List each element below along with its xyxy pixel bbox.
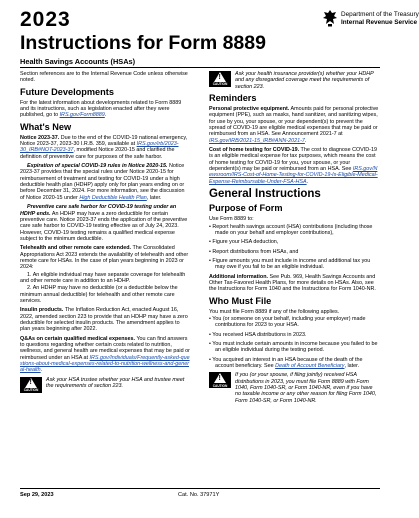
left-column xyxy=(20,71,190,396)
list-item: • You acquired an interest in an HSA because of the death of the account beneficiary. See Death of Account Beneficiary, later. xyxy=(209,356,363,369)
reminders-heading: Reminders xyxy=(209,93,257,104)
caution-icon: ! CAUTION xyxy=(209,372,231,388)
caution-note-trustee xyxy=(20,377,190,393)
notice-link[interactable]: IRS.gov/irb/2023-30_IRB#NOT-2023-37 xyxy=(20,141,179,154)
list-item: • You (or someone on your behalf, including your employer) made contributions for 2023 to your HSA. xyxy=(209,315,366,329)
expiration-paragraph: Expiration of special COVID-19 rules in Notice 2020-15. Notice 2023-37 provides that the special rules under Notice 2020-15 for reimbursement of treatment and testing for COVID-19 under a high deductible health plan (HDHP) apply only for plan years ending on or before December 31, 2024. For more information, see the discussion of Notice 2020-15 under High Deductible Health Plan, later. xyxy=(20,163,185,201)
agency-line-2: Internal Revenue Service xyxy=(341,18,418,26)
purpose-bullets xyxy=(209,224,379,271)
preventive-care-paragraph: Preventive care safe harbor for COVID-19 testing under an HDHP ends. An HDHP may have a zero deductible for certain preventive care. Notice 2023-37 ends the application of the preventive care safe harbor to COVID-19 testing effective as of July 24, 2023. However, COVID-19 testing remains a qualified medical expense subject to the minimum deductible. xyxy=(20,204,188,242)
agency-line-1: Department of the Treasury xyxy=(341,11,419,18)
telehealth-item-1: 1. An eligible individual may have separate coverage for telehealth and other remote care in addition to an HDHP. xyxy=(20,271,186,284)
death-beneficiary-link[interactable]: Death of Account Beneficiary xyxy=(275,363,345,369)
must-file-text: You must file Form 8889 if any of the following applies. xyxy=(209,308,340,315)
insulin-paragraph: Insulin products. The Inflation Reduction Act, enacted August 16, 2022, amended section 223 to provide that an HDHP may have a zero deductible for selected insulin products. The amendment applies to plan years beginning after 2022. xyxy=(20,307,188,333)
hdhp-link[interactable]: High Deductible Health Plan xyxy=(79,194,147,201)
purpose-text: Use Form 8889 to: xyxy=(209,216,254,223)
future-developments-text: For the latest information about developments related to Form 8889 and its instructions, such as legislation enacted after they were published, go to IRS.gov/Form8889. xyxy=(20,99,182,119)
header-rule xyxy=(20,67,380,68)
footer-cat-no: Cat. No. 37971Y xyxy=(178,492,220,498)
right-column xyxy=(209,71,379,407)
list-item: • Figure your HSA deduction, xyxy=(209,239,279,246)
form-title: Instructions for Form 8889 xyxy=(20,32,266,54)
must-file-bullets xyxy=(209,316,379,369)
who-must-file-heading: Who Must File xyxy=(209,295,272,306)
agency-block xyxy=(341,11,419,26)
list-item: • Report distributions from HSAs, and xyxy=(209,248,299,255)
form-subtitle: Health Savings Accounts (HSAs) xyxy=(20,57,136,66)
ppe-link[interactable]: IRS.gov/IRB/2021-15_IRB#ANN-2021-7 xyxy=(209,137,305,144)
form8889-link[interactable]: IRS.gov/Form8889 xyxy=(59,112,105,119)
treasury-eagle-logo xyxy=(322,9,338,27)
intro-text: Section references are to the Internal Revenue Code unless otherwise noted. xyxy=(20,71,188,84)
qa-paragraph: Q&As on certain qualified medical expenses. You can find answers to questions regarding whether certain costs related to nutrition, wellness, and general health are medical expenses that may be paid or reimbursed under an HSA at IRS.gov/Individuals/Frequently-asked-questions-about-medical-expenses-related-to-nutrition-wellness-and-general-health. xyxy=(20,335,190,374)
whats-new-heading: What's New xyxy=(20,121,72,132)
caution-note-distributions xyxy=(209,372,379,404)
tax-year: 2023 xyxy=(20,8,71,31)
footer-date: Sep 29, 2023 xyxy=(20,492,54,498)
caution-icon: ! CAUTION xyxy=(20,377,42,393)
caution-text: Ask your health insurance provider(s) whether your HDHP and any disregarded coverage meet the requirements of section 223. xyxy=(235,71,374,90)
qa-link[interactable]: IRS.gov/Individuals/Frequently-asked-questions-about-medical-expenses-related-to-nutrition-wellness-and-general-health xyxy=(20,354,190,374)
home-testing-link[interactable]: IRS.gov/Newsroom/IRS-Cost-of-Home-Testing-for-COVID-19-Is-Eligible-Medical-Expense-Reimbursable-Under-FSA-HSA xyxy=(209,166,378,185)
list-item: • Report health savings account (HSA) contributions (including those made on your behalf and employer contributions), xyxy=(209,223,373,236)
future-developments-heading: Future Developments xyxy=(20,86,114,97)
footer-rule xyxy=(20,488,380,489)
general-instructions-heading: General Instructions xyxy=(209,188,321,201)
caution-icon: ! CAUTION xyxy=(209,71,231,87)
caution-text: Ask your HSA trustee whether your HSA and trustee meet the requirements of section 223. xyxy=(46,376,185,390)
list-item: • You must include certain amounts in income because you failed to be an eligible individual during the testing period. xyxy=(209,340,378,354)
list-item: • Figure amounts you must include in income and additional tax you may owe if you fail to be an eligible individual. xyxy=(209,257,371,271)
ppe-paragraph: Personal protective equipment. Amounts paid for personal protective equipment (PPE), such as masks, hand sanitizer, and sanitizing wipes, for use by you, your spouse, or your dependent(s) to prevent the spread of COVID-19 are eligible medical expenses that may be paid or reimbursed from an HSA. See Announcement 2021-7 at IRS.gov/IRB/2021-15_IRB#ANN-2021-7. xyxy=(209,106,379,144)
purpose-heading: Purpose of Form xyxy=(209,203,283,214)
telehealth-item-2: 2. An HDHP may have no deductible (or a deductible below the minimum annual deductible) for telehealth and other remote care services. xyxy=(20,285,178,304)
additional-info-paragraph: Additional information. See Pub. 969, Health Savings Accounts and Other Tax-Favored Health Plans, for more details on HSAs. Also, see the Instructions for Form 1040 and the Instructions for Form 1040-NR. xyxy=(209,273,376,293)
home-testing-paragraph: Cost of home testing for COVID-19. The cost to diagnose COVID-19 is an eligible medical expense for tax purposes, which means the cost of home testing for COVID-19 for you, your spouse, or your dependent(s) may be paid or reimbursed from an HSA. See IRS.gov/Newsroom/IRS-Cost-of-Home-Testing-for-COVID-19-Is-Eligible-Medical-Expense-Reimbursable-Under-FSA-HSA. xyxy=(209,147,378,185)
notice-2023-37-paragraph: Notice 2023-37. Due to the end of the COVID-19 national emergency, Notice 2023-37, 2023-30 I.R.B. 359, available at IRS.gov/irb/2023-30_IRB#NOT-2023-37, modified Notice 2020-15 and clarified the definition of preventive care for purposes of the safe harbor. xyxy=(20,134,188,160)
telehealth-paragraph: Telehealth and other remote care extended. The Consolidated Appropriations Act 2023 extends the availability of telehealth and other remote care for HSAs. In the case of plan years beginning in 2023 or 2024: xyxy=(20,245,189,271)
caution-note-provider xyxy=(209,71,379,90)
list-item: • You received HSA distributions in 2023. xyxy=(209,331,307,338)
caution-text: If you (or your spouse, if filing jointly) received HSA distributions in 2023, you must file Form 8889 with Form 1040, Form 1040-SR, or Form 1040-NR, even if you have no taxable income or any other reason for filing Form 1040, Form 1040-SR, or Form 1040-NR. xyxy=(235,372,377,404)
